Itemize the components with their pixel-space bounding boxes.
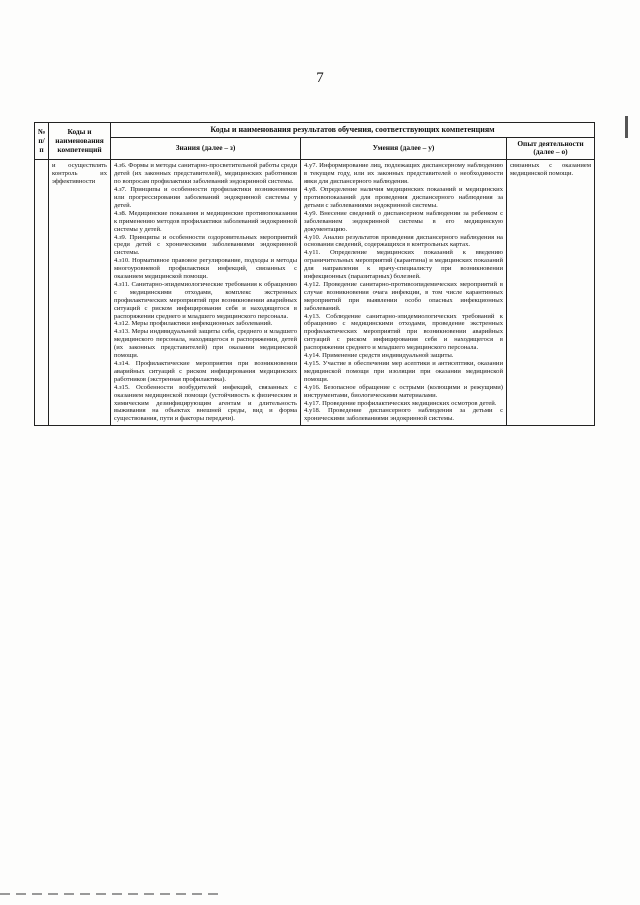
header-learning-results: Коды и наименования результатов обучения, соответствующих компетенциям <box>111 123 595 138</box>
cell-experience: связанных с оказанием медицинской помощи. <box>507 160 595 426</box>
knowledge-item: 4.з6. Формы и методы санитарно-просветительной работы среди детей (их законных представителей), медицинских работников по вопросам профилактики заболеваний эндокринной системы. <box>114 162 297 186</box>
skill-item: 4.у16. Безопасное обращение с острыми (колющими и режущими) инструментами, биологическими материалами. <box>304 383 503 399</box>
header-knowledge: Знания (далее – з) <box>111 137 301 160</box>
table-row <box>35 160 595 426</box>
skill-item: 4.у7. Информирование лиц, подлежащих диспансерному наблюдению в текущем году, или их законных представителей о необходимости явки для диспансерного наблюдения. <box>304 162 503 186</box>
skill-item: 4.у17. Проведение профилактических медицинских осмотров детей. <box>304 399 497 407</box>
header-experience: Опыт деятельности (далее – о) <box>507 137 595 160</box>
page-number: 7 <box>316 70 324 86</box>
knowledge-item: 4.з14. Профилактические мероприятия при возникновении аварийных ситуаций с риском инфицирования медицинских работников (экстренная профилактика). <box>114 360 297 383</box>
knowledge-item: 4.з7. Принципы и особенности профилактики возникновения или прогрессирования заболеваний эндокринной системы у детей. <box>114 186 297 209</box>
skill-item: 4.у13. Соблюдение санитарно-эпидемиологических требований к обращению с медицинскими отходами, проведение экстренных профилактических мероприятий при возникновении аварийных ситуаций с риском инфицирования себя и находящегося в распоряжении среднего и младшего медицинского персонала. <box>304 312 503 352</box>
skill-item: 4.у15. Участие в обеспечении мер асептики и антисептики, оказании медицинской помощи при изоляции при оказании медицинской помощи. <box>304 360 503 383</box>
skill-item: 4.у18. Проведение диспансерного наблюдения за детьми с хроническими заболеваниями эндокринной системы. <box>304 407 503 423</box>
header-skills: Умения (далее – у) <box>301 137 507 160</box>
skill-item: 4.у14. Применение средств индивидуальной защиты. <box>304 352 454 360</box>
knowledge-item: 4.з8. Медицинские показания и медицинские противопоказания к применению методов профилактики заболеваний эндокринной системы у детей. <box>114 209 297 233</box>
knowledge-item: 4.з15. Особенности возбудителей инфекций, связанных с оказанием медицинской помощи (устойчивость к физическим и химическим дезинфицирующим агентам и длительность выживания на объектах внешней среды, вид и форма существования, пути и факторы передачи). <box>114 383 297 423</box>
header-num: № п/п <box>35 123 49 160</box>
scan-artifact <box>0 893 220 895</box>
knowledge-item: 4.з13. Меры индивидуальной защиты себя, среднего и младшего медицинского персонала, находящегося в распоряжении, детей (их законных представителей) при оказании медицинской помощи. <box>114 328 297 360</box>
cell-skills <box>301 160 507 426</box>
cell-competency-code: и осуществлять контроль их эффективности <box>49 160 111 426</box>
skill-item: 4.у9. Внесение сведений о диспансерном наблюдении за ребенком с заболеванием эндокринной системы в его медицинскую документацию. <box>304 209 503 233</box>
skill-item: 4.у10. Анализ результатов проведения диспансерного наблюдения на основании сведений, содержащихся в контрольных картах. <box>304 233 503 249</box>
knowledge-item: 4.з12. Меры профилактики инфекционных заболеваний. <box>114 320 273 328</box>
knowledge-item: 4.з9. Принципы и особенности оздоровительных мероприятий среди детей с хроническими заболеваниями эндокринной системы. <box>114 233 297 257</box>
header-competency-code: Коды и наименования компетенций <box>49 123 111 160</box>
knowledge-item: 4.з10. Нормативное правовое регулирование, подходы и методы многоуровневой профилактики инфекций, связанных с оказанием медицинской помощи. <box>114 257 297 281</box>
skill-item: 4.у8. Определение наличия медицинских показаний и медицинских противопоказаний для проведения диспансерного наблюдения за детьми с заболеваниями эндокринной системы. <box>304 186 503 209</box>
cell-num <box>35 160 49 426</box>
skill-item: 4.у12. Проведение санитарно-противоэпидемических мероприятий в случае возникновения очага инфекции, в том числе карантинных мероприятий при выявлении особо опасных инфекционных заболеваний. <box>304 280 503 312</box>
knowledge-item: 4.з11. Санитарно-эпидемиологические требования к обращению с медицинскими отходами, комплекс экстренных профилактических мероприятий при возникновении аварийных ситуаций с риском инфицирования себя и находящегося в распоряжении среднего и младшего медицинского персонала. <box>114 280 297 320</box>
cell-knowledge <box>111 160 301 426</box>
margin-mark <box>625 116 628 138</box>
skill-item: 4.у11. Определение медицинских показаний к введению ограничительных мероприятий (карантина) и медицинских показаний для направления к врачу-специалисту при возникновении инфекционных (паразитарных) болезней. <box>304 249 503 281</box>
competency-table <box>34 122 594 426</box>
